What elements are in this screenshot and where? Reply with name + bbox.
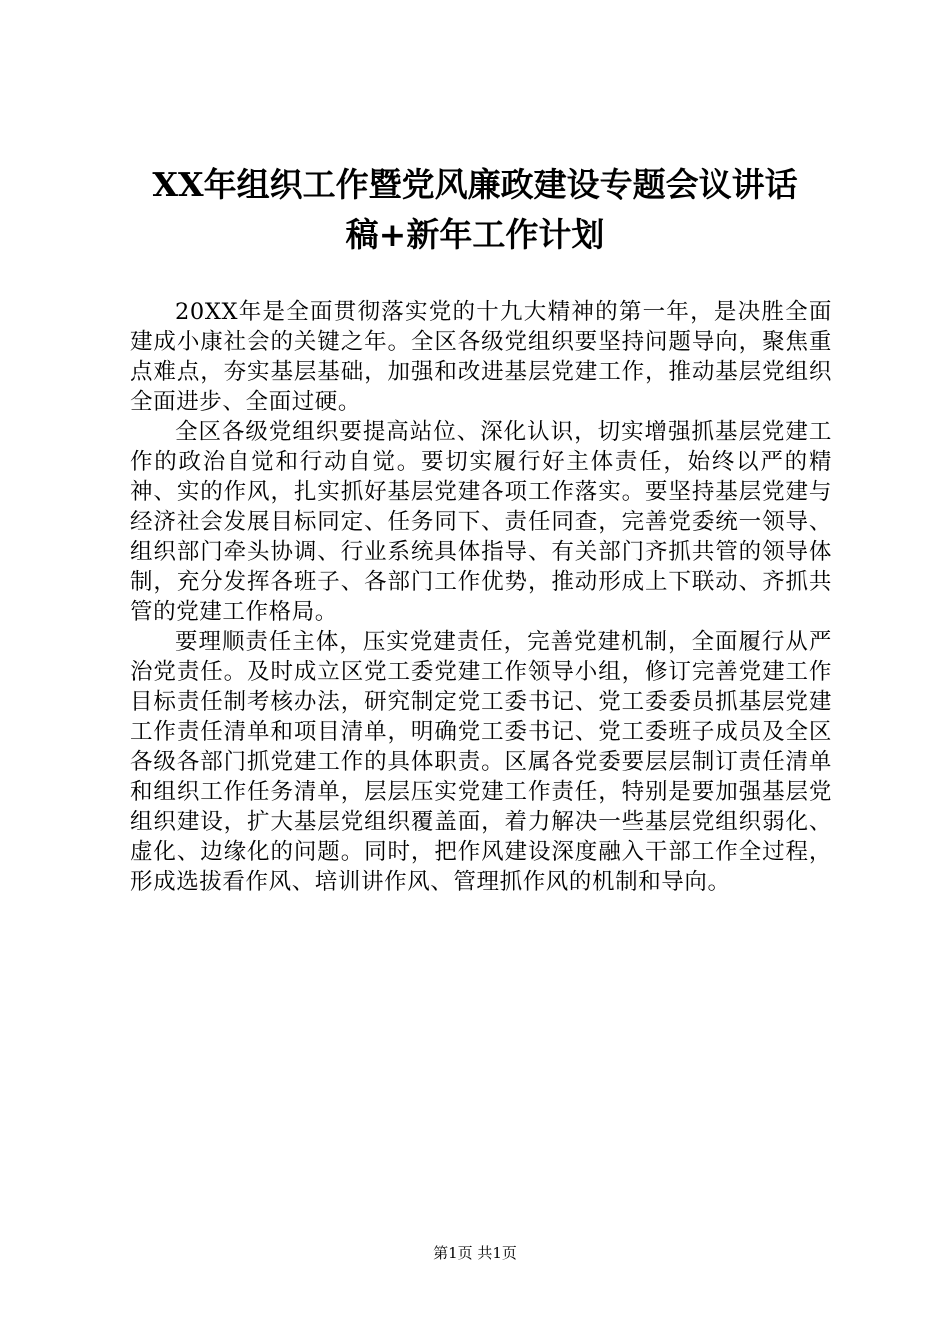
title-line-1: XX年组织工作暨党风廉政建设专题会议讲话	[152, 165, 798, 204]
paragraph-2: 全区各级党组织要提高站位、深化认识，切实增强抓基层党建工作的政治自觉和行动自觉。要切实履行好主体责任，始终以严的精神、实的作风，扎实抓好基层党建各项工作落实。要坚持基层党建与经济社会发展目标同定、任务同下、责任同查，完善党委统一领导、组织部门牵头协调、行业系统具体指导、有关部门齐抓共管的领导体制，充分发挥各班子、各部门工作优势，推动形成上下联动、齐抓共管的党建工作格局。	[130, 419, 832, 625]
paragraph-1: 20XX年是全面贯彻落实党的十九大精神的第一年，是决胜全面建成小康社会的关键之年。全区各级党组织要坚持问题导向，聚焦重点难点，夯实基层基础，加强和改进基层党建工作，推动基层党组织全面进步、全面过硬。	[130, 299, 832, 415]
paragraph-3: 要理顺责任主体，压实党建责任，完善党建机制，全面履行从严治党责任。及时成立区党工委党建工作领导小组，修订完善党建工作目标责任制考核办法，研究制定党工委书记、党工委委员抓基层党建工作责任清单和项目清单，明确党工委书记、党工委班子成员及全区各级各部门抓党建工作的具体职责。区属各党委要层层制订责任清单和组织工作任务清单，层层压实党建工作责任，特别是要加强基层党组织建设，扩大基层党组织覆盖面，着力解决一些基层党组织弱化、虚化、边缘化的问题。同时，把作风建设深度融入干部工作全过程，形成选拔看作风、培训讲作风、管理抓作风的机制和导向。	[130, 629, 832, 895]
title-line-2: 稿+新年工作计划	[345, 215, 605, 254]
page-footer: 第1页 共1页	[433, 1244, 517, 1262]
document-body	[130, 297, 832, 897]
document-title	[100, 160, 850, 260]
